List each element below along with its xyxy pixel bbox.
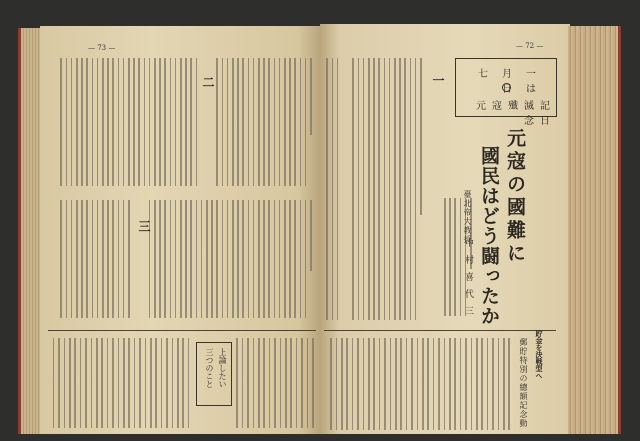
text-line (96, 338, 98, 428)
text-line (357, 338, 359, 430)
text-line (128, 338, 130, 428)
section-heading-two: 二 (201, 76, 215, 88)
text-line (175, 58, 177, 186)
text-line (164, 58, 166, 186)
text-line (284, 58, 286, 186)
text-line (190, 200, 192, 318)
text-line (337, 58, 339, 320)
text-line (503, 338, 505, 430)
text-line (454, 198, 456, 316)
text-line (80, 338, 82, 428)
text-line (312, 338, 314, 428)
text-line (279, 200, 281, 318)
right-page-number: — 72 — (516, 42, 544, 50)
text-line (384, 338, 386, 430)
text-line (92, 58, 94, 186)
section-divider-right (324, 330, 556, 331)
text-line (97, 58, 99, 186)
text-line (102, 58, 104, 186)
text-line (76, 200, 78, 318)
text-line (404, 58, 406, 320)
text-line (476, 338, 478, 430)
text-line (307, 338, 309, 428)
text-line (289, 200, 291, 318)
header-box-date: 七月一日は (478, 69, 550, 95)
text-line (296, 338, 298, 428)
text-line (86, 200, 88, 318)
text-line (101, 338, 103, 428)
text-line (237, 58, 239, 186)
text-line (487, 338, 489, 430)
text-line (384, 58, 386, 320)
text-line (64, 338, 66, 428)
text-line (300, 58, 302, 186)
text-line (236, 338, 238, 428)
text-line (258, 58, 260, 186)
text-line (253, 58, 255, 186)
text-line (438, 338, 440, 430)
text-line (227, 58, 229, 186)
text-line (118, 58, 120, 186)
circle-ornament-icon (502, 83, 511, 92)
right-page-edges (568, 26, 621, 434)
text-line (400, 338, 402, 430)
text-line (449, 198, 451, 316)
text-line (85, 338, 87, 428)
text-line (102, 200, 104, 318)
text-line (389, 58, 391, 320)
text-line (112, 338, 114, 428)
text-line (232, 200, 234, 318)
text-line (150, 338, 152, 428)
text-line (133, 58, 135, 186)
sidebar-box (196, 342, 232, 406)
text-line (237, 200, 239, 318)
text-line (346, 338, 348, 430)
text-line (305, 58, 307, 186)
text-line (444, 198, 446, 316)
text-line (460, 198, 462, 316)
text-line (294, 200, 296, 318)
text-line (206, 200, 208, 318)
text-line (190, 58, 192, 186)
text-line (211, 200, 213, 318)
text-line (188, 338, 190, 428)
text-line (481, 338, 483, 430)
text-line (81, 58, 83, 186)
text-line (368, 58, 370, 320)
text-line (180, 200, 182, 318)
text-line (471, 338, 473, 430)
text-line (263, 338, 265, 428)
text-line (300, 200, 302, 318)
text-line (180, 58, 182, 186)
text-line (107, 58, 109, 186)
text-line (97, 200, 99, 318)
text-line (373, 338, 375, 430)
text-line (363, 338, 365, 430)
text-line (422, 338, 424, 430)
text-line (154, 200, 156, 318)
text-line (290, 338, 292, 428)
text-line (284, 200, 286, 318)
text-line (74, 338, 76, 428)
text-line (134, 338, 136, 428)
text-line (305, 200, 307, 318)
text-line (71, 58, 73, 186)
text-line (411, 338, 413, 430)
text-line (201, 200, 203, 318)
text-line (258, 200, 260, 318)
text-line (444, 338, 446, 430)
text-line (395, 338, 397, 430)
text-line (492, 338, 494, 430)
text-line (123, 58, 125, 186)
text-line (196, 200, 198, 318)
text-line (222, 58, 224, 186)
text-line (465, 338, 467, 430)
text-line (216, 200, 218, 318)
text-line (449, 338, 451, 430)
text-line (81, 200, 83, 318)
text-line (427, 338, 429, 430)
text-line (406, 338, 408, 430)
text-line (112, 200, 114, 318)
date-header-box (455, 58, 557, 127)
section-divider-left (48, 330, 316, 331)
text-line (149, 58, 151, 186)
header-box-caption: 元寇殲滅記念日 (476, 101, 556, 127)
section-heading-one: 一 (431, 74, 445, 86)
text-line (242, 58, 244, 186)
left-page-number: — 73 — (88, 44, 116, 52)
text-line (66, 58, 68, 186)
text-line (285, 338, 287, 428)
article-title-line1: 元寇の國難に (504, 128, 526, 266)
text-line (154, 58, 156, 186)
text-line (368, 338, 370, 430)
section-heading-three: 三 (137, 220, 151, 232)
text-line (172, 338, 174, 428)
text-line (107, 200, 109, 318)
text-line (352, 338, 354, 430)
text-line (123, 200, 125, 318)
text-line (123, 338, 125, 428)
text-line (91, 338, 93, 428)
text-line (232, 58, 234, 186)
text-line (268, 58, 270, 186)
text-line (170, 200, 172, 318)
text-line (58, 338, 60, 428)
text-line (118, 338, 120, 428)
column-heading: 郵貯特別の總額記念動 (519, 338, 528, 428)
text-line (341, 338, 343, 430)
text-line (263, 200, 265, 318)
text-line (274, 200, 276, 318)
text-line (69, 338, 71, 428)
text-line (247, 338, 249, 428)
text-line (53, 338, 55, 428)
text-line (433, 338, 435, 430)
text-line (76, 58, 78, 186)
text-line (310, 58, 312, 135)
text-line (144, 58, 146, 186)
text-line (175, 200, 177, 318)
text-line (415, 58, 417, 320)
text-line (248, 58, 250, 186)
text-line (394, 58, 396, 320)
text-line (138, 58, 140, 186)
text-line (161, 338, 163, 428)
text-line (294, 58, 296, 186)
text-line (417, 338, 419, 430)
text-line (274, 338, 276, 428)
article-title-line2: 國民はどう闘ったか (478, 146, 500, 326)
text-line (242, 200, 244, 318)
column-label: 貯金を決戦型へ (535, 330, 544, 379)
text-line (460, 338, 462, 430)
author-affiliation: 臺北帝大教授 (463, 190, 472, 244)
text-line (242, 338, 244, 428)
text-line (420, 58, 422, 215)
text-line (390, 338, 392, 430)
text-line (352, 58, 354, 320)
text-line (379, 338, 381, 430)
text-line (410, 58, 412, 320)
text-line (107, 338, 109, 428)
text-line (279, 58, 281, 186)
text-line (128, 58, 130, 186)
text-line (159, 58, 161, 186)
text-line (274, 58, 276, 186)
text-line (301, 338, 303, 428)
text-line (222, 200, 224, 318)
text-line (155, 338, 157, 428)
text-line (258, 338, 260, 428)
text-line (177, 338, 179, 428)
text-line (185, 200, 187, 318)
text-line (248, 200, 250, 318)
text-line (159, 200, 161, 318)
text-line (227, 200, 229, 318)
text-line (399, 58, 401, 320)
text-line (268, 200, 270, 318)
text-line (71, 200, 73, 318)
text-line (185, 58, 187, 186)
text-line (112, 58, 114, 186)
text-line (378, 58, 380, 320)
text-line (253, 200, 255, 318)
text-line (66, 200, 68, 318)
text-line (310, 200, 312, 271)
text-line (498, 338, 500, 430)
text-line (336, 338, 338, 430)
text-line (92, 200, 94, 318)
text-line (149, 200, 151, 318)
text-line (164, 200, 166, 318)
text-line (358, 58, 360, 320)
text-line (326, 58, 328, 320)
author-name: 中村喜代三 (463, 238, 473, 323)
text-line (139, 338, 141, 428)
text-line (128, 200, 130, 318)
text-line (196, 58, 198, 186)
text-line (118, 200, 120, 318)
text-line (253, 338, 255, 428)
text-line (86, 58, 88, 186)
text-line (332, 58, 334, 320)
text-line (60, 58, 62, 186)
text-line (166, 338, 168, 428)
sidebar-box-line2: 三つのこと (205, 348, 214, 388)
text-line (170, 58, 172, 186)
text-line (145, 338, 147, 428)
text-line (363, 58, 365, 320)
text-line (60, 200, 62, 318)
text-line (508, 338, 510, 430)
text-line (182, 338, 184, 428)
text-line (263, 58, 265, 186)
text-line (269, 338, 271, 428)
text-line (289, 58, 291, 186)
text-line (373, 58, 375, 320)
text-line (330, 338, 332, 430)
text-line (280, 338, 282, 428)
sidebar-box-line1: 上論したい (218, 348, 227, 388)
text-line (454, 338, 456, 430)
